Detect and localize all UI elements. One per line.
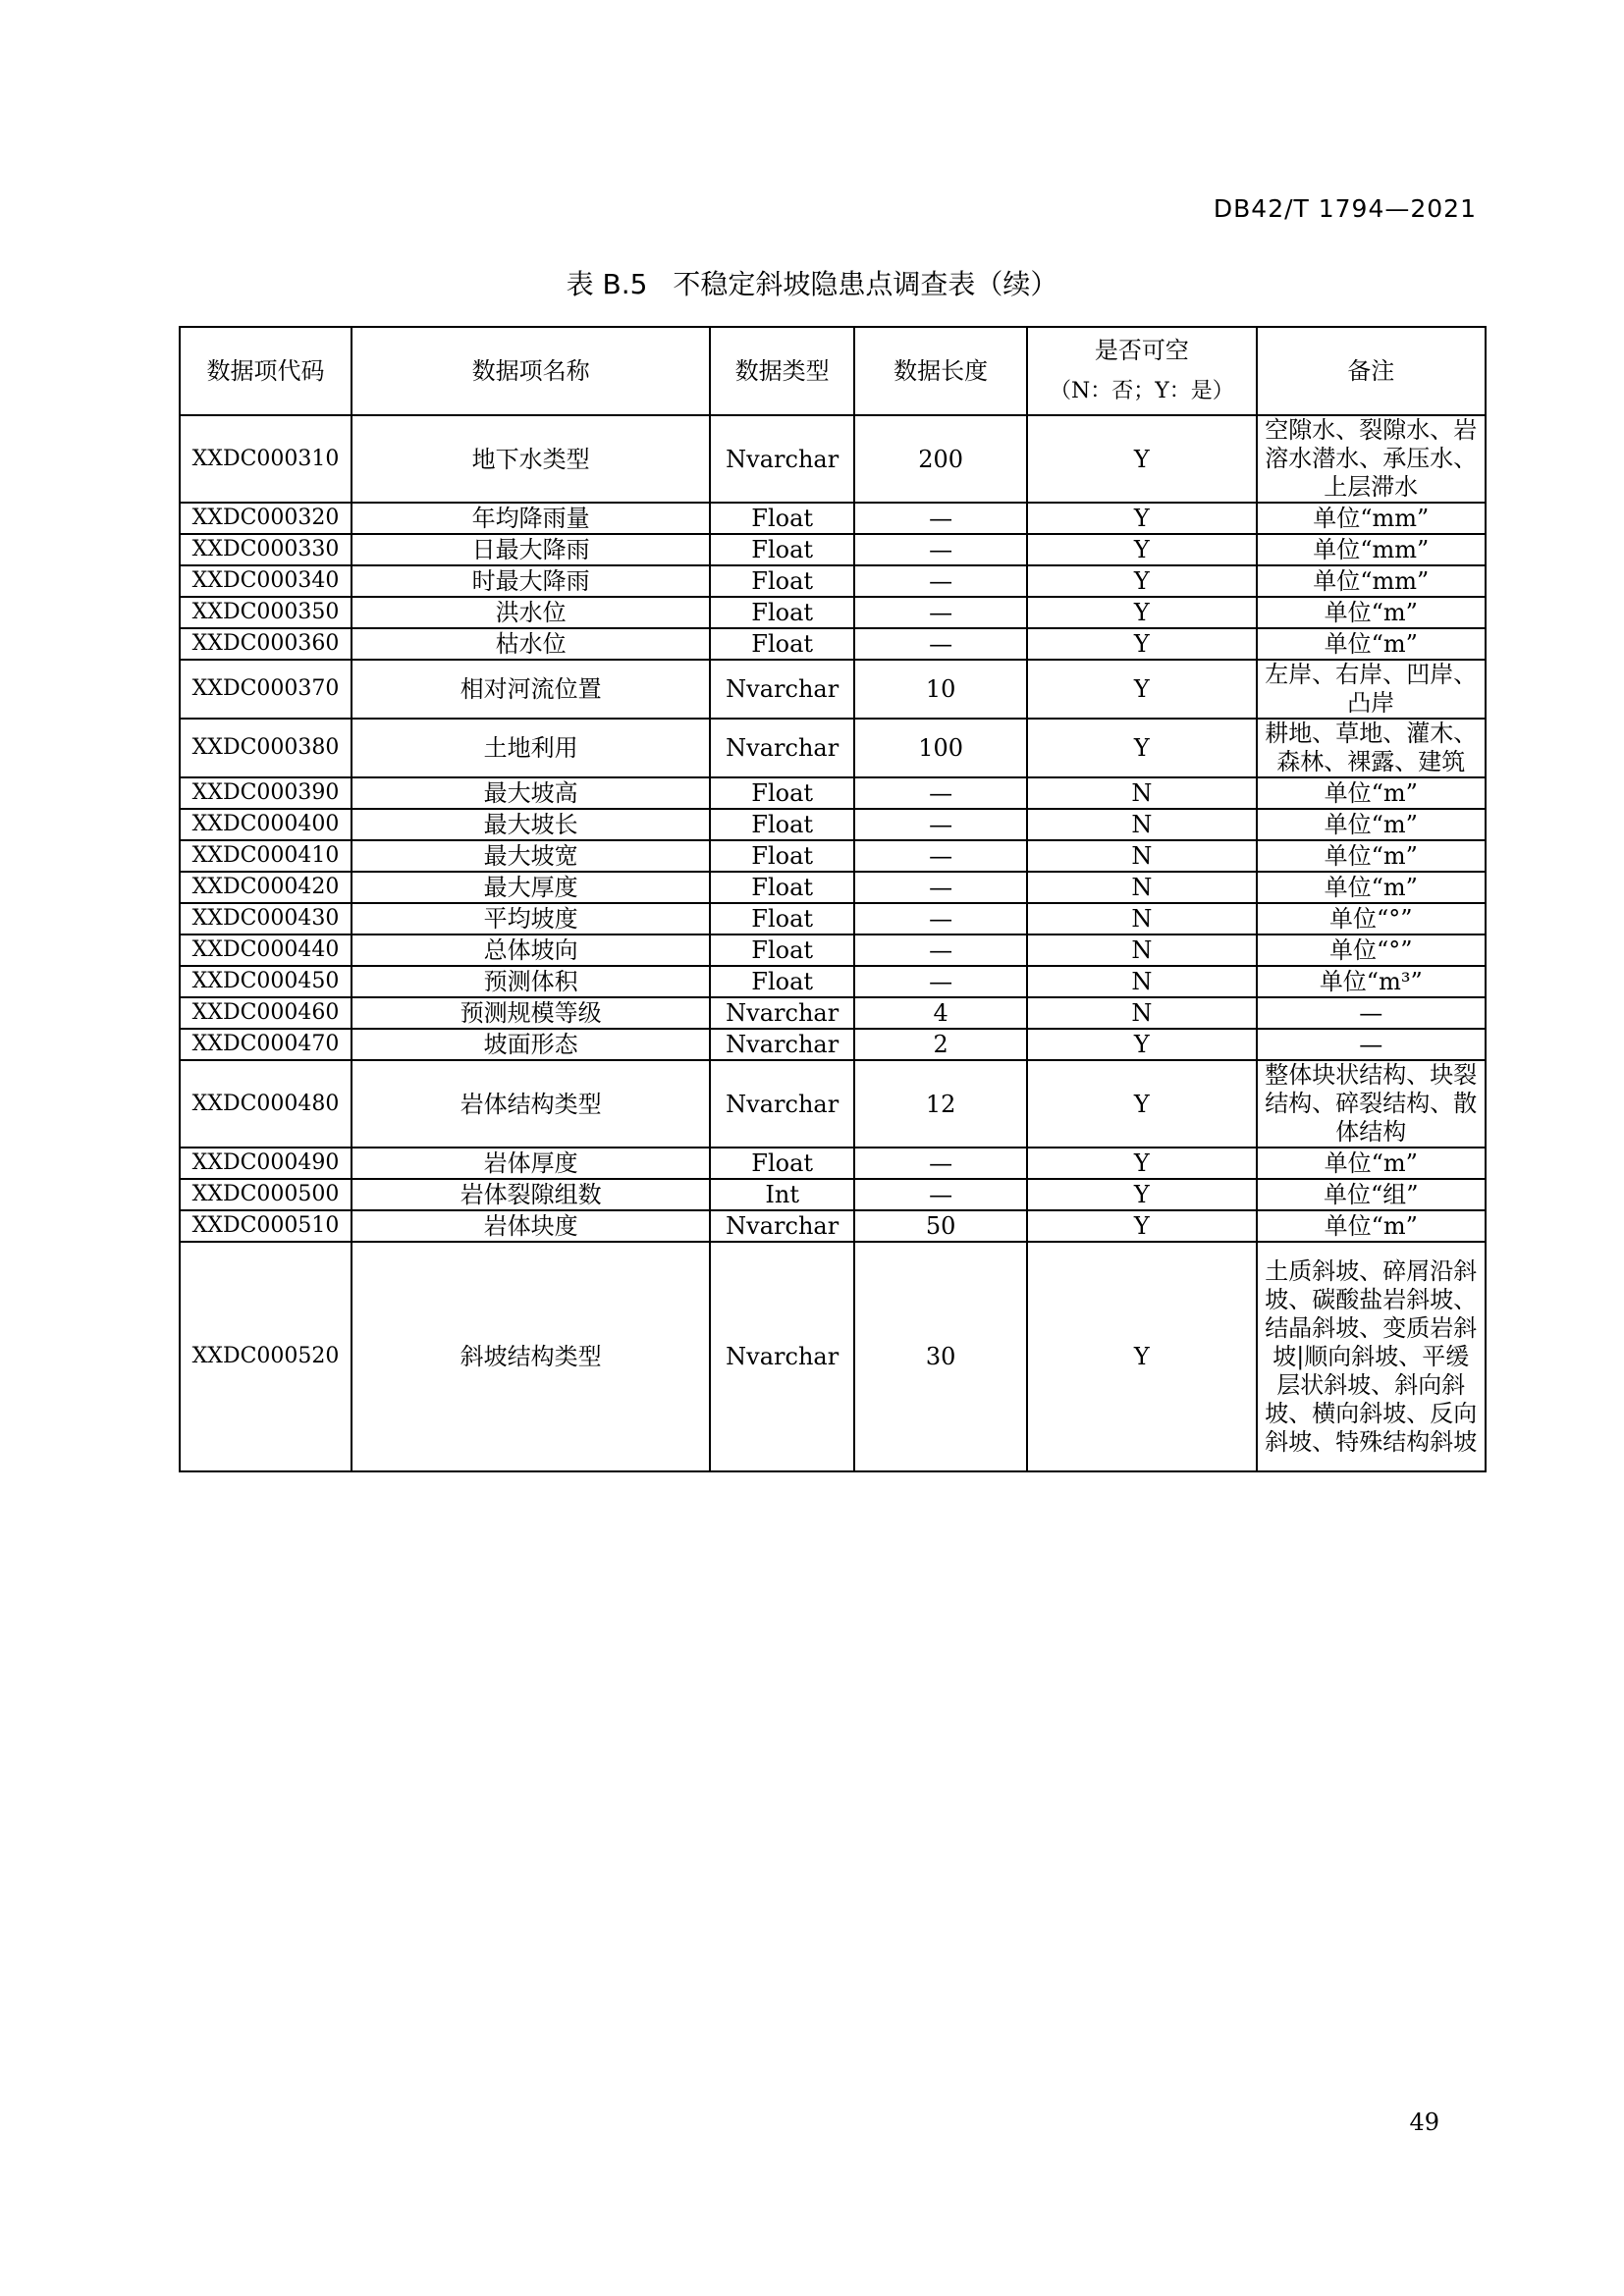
cell-code: XXDC000480 bbox=[180, 1060, 352, 1148]
table-row bbox=[180, 966, 1486, 997]
cell-remarks: 整体块状结构、块裂结构、碎裂结构、散体结构 bbox=[1257, 1060, 1486, 1148]
cell-type: Float bbox=[710, 809, 854, 840]
cell-code: XXDC000330 bbox=[180, 534, 352, 565]
cell-name: 斜坡结构类型 bbox=[352, 1242, 710, 1471]
cell-name: 土地利用 bbox=[352, 719, 710, 777]
cell-code: XXDC000460 bbox=[180, 997, 352, 1029]
cell-remarks: — bbox=[1257, 1029, 1486, 1060]
header-code: 数据项代码 bbox=[180, 327, 352, 415]
cell-nullable: Y bbox=[1027, 660, 1256, 719]
cell-length: — bbox=[854, 934, 1027, 966]
cell-type: Nvarchar bbox=[710, 719, 854, 777]
cell-code: XXDC000400 bbox=[180, 809, 352, 840]
cell-remarks: 单位“m” bbox=[1257, 809, 1486, 840]
cell-code: XXDC000430 bbox=[180, 903, 352, 934]
cell-type: Nvarchar bbox=[710, 1029, 854, 1060]
cell-code: XXDC000500 bbox=[180, 1179, 352, 1210]
cell-code: XXDC000520 bbox=[180, 1242, 352, 1471]
cell-code: XXDC000390 bbox=[180, 777, 352, 809]
cell-length: — bbox=[854, 503, 1027, 534]
cell-remarks: 单位“m” bbox=[1257, 840, 1486, 872]
cell-code: XXDC000490 bbox=[180, 1148, 352, 1179]
cell-nullable: Y bbox=[1027, 1210, 1256, 1242]
cell-length: — bbox=[854, 628, 1027, 660]
cell-remarks: 耕地、草地、灌木、森林、裸露、建筑 bbox=[1257, 719, 1486, 777]
cell-type: Nvarchar bbox=[710, 997, 854, 1029]
cell-remarks: 单位“m” bbox=[1257, 1210, 1486, 1242]
cell-type: Int bbox=[710, 1179, 854, 1210]
cell-type: Float bbox=[710, 934, 854, 966]
cell-code: XXDC000350 bbox=[180, 597, 352, 628]
cell-name: 年均降雨量 bbox=[352, 503, 710, 534]
cell-length: 12 bbox=[854, 1060, 1027, 1148]
cell-code: XXDC000320 bbox=[180, 503, 352, 534]
cell-type: Float bbox=[710, 840, 854, 872]
header-name: 数据项名称 bbox=[352, 327, 710, 415]
cell-name: 洪水位 bbox=[352, 597, 710, 628]
cell-nullable: Y bbox=[1027, 1029, 1256, 1060]
table-row bbox=[180, 597, 1486, 628]
cell-nullable: Y bbox=[1027, 1179, 1256, 1210]
table-row bbox=[180, 503, 1486, 534]
table-header-row bbox=[180, 327, 1486, 415]
document-code: DB42/T 1794—2021 bbox=[1213, 194, 1477, 223]
cell-length: 100 bbox=[854, 719, 1027, 777]
cell-length: — bbox=[854, 1179, 1027, 1210]
data-item-table bbox=[179, 326, 1487, 1472]
table-row bbox=[180, 415, 1486, 503]
cell-remarks: 单位“m³” bbox=[1257, 966, 1486, 997]
table-row bbox=[180, 1179, 1486, 1210]
table-row bbox=[180, 809, 1486, 840]
cell-code: XXDC000370 bbox=[180, 660, 352, 719]
cell-nullable: Y bbox=[1027, 565, 1256, 597]
cell-nullable: Y bbox=[1027, 628, 1256, 660]
cell-remarks: 空隙水、裂隙水、岩溶水潜水、承压水、上层滞水 bbox=[1257, 415, 1486, 503]
cell-type: Float bbox=[710, 628, 854, 660]
cell-nullable: Y bbox=[1027, 1242, 1256, 1471]
table-row bbox=[180, 840, 1486, 872]
cell-name: 预测规模等级 bbox=[352, 997, 710, 1029]
cell-type: Float bbox=[710, 597, 854, 628]
cell-length: 200 bbox=[854, 415, 1027, 503]
cell-nullable: Y bbox=[1027, 503, 1256, 534]
header-nullable-legend: （N：否；Y：是） bbox=[1049, 379, 1234, 403]
table-number: 表 B.5 bbox=[566, 268, 648, 300]
cell-code: XXDC000470 bbox=[180, 1029, 352, 1060]
table-row bbox=[180, 1242, 1486, 1471]
cell-nullable: N bbox=[1027, 840, 1256, 872]
cell-type: Nvarchar bbox=[710, 415, 854, 503]
cell-nullable: Y bbox=[1027, 597, 1256, 628]
cell-name: 日最大降雨 bbox=[352, 534, 710, 565]
cell-nullable: N bbox=[1027, 777, 1256, 809]
cell-type: Float bbox=[710, 503, 854, 534]
cell-remarks: 单位“mm” bbox=[1257, 534, 1486, 565]
cell-nullable: N bbox=[1027, 966, 1256, 997]
cell-length: — bbox=[854, 809, 1027, 840]
cell-name: 预测体积 bbox=[352, 966, 710, 997]
cell-code: XXDC000360 bbox=[180, 628, 352, 660]
cell-remarks: 单位“mm” bbox=[1257, 565, 1486, 597]
cell-nullable: N bbox=[1027, 872, 1256, 903]
cell-type: Float bbox=[710, 903, 854, 934]
table-row bbox=[180, 565, 1486, 597]
cell-remarks: 左岸、右岸、凹岸、凸岸 bbox=[1257, 660, 1486, 719]
cell-name: 岩体厚度 bbox=[352, 1148, 710, 1179]
table-row bbox=[180, 934, 1486, 966]
cell-type: Nvarchar bbox=[710, 660, 854, 719]
cell-remarks: 单位“°” bbox=[1257, 903, 1486, 934]
cell-code: XXDC000420 bbox=[180, 872, 352, 903]
cell-nullable: N bbox=[1027, 809, 1256, 840]
cell-length: — bbox=[854, 872, 1027, 903]
cell-code: XXDC000340 bbox=[180, 565, 352, 597]
cell-name: 平均坡度 bbox=[352, 903, 710, 934]
page-number: 49 bbox=[1409, 2109, 1439, 2136]
cell-remarks: 单位“m” bbox=[1257, 872, 1486, 903]
cell-name: 岩体结构类型 bbox=[352, 1060, 710, 1148]
cell-nullable: Y bbox=[1027, 1148, 1256, 1179]
table-row bbox=[180, 777, 1486, 809]
cell-name: 岩体块度 bbox=[352, 1210, 710, 1242]
cell-length: — bbox=[854, 903, 1027, 934]
cell-code: XXDC000380 bbox=[180, 719, 352, 777]
cell-code: XXDC000310 bbox=[180, 415, 352, 503]
header-length: 数据长度 bbox=[854, 327, 1027, 415]
cell-type: Float bbox=[710, 1148, 854, 1179]
cell-remarks: 单位“组” bbox=[1257, 1179, 1486, 1210]
cell-length: 4 bbox=[854, 997, 1027, 1029]
cell-remarks: 单位“°” bbox=[1257, 934, 1486, 966]
cell-length: 2 bbox=[854, 1029, 1027, 1060]
table-row bbox=[180, 1148, 1486, 1179]
cell-type: Float bbox=[710, 534, 854, 565]
cell-type: Float bbox=[710, 565, 854, 597]
cell-type: Nvarchar bbox=[710, 1242, 854, 1471]
cell-name: 地下水类型 bbox=[352, 415, 710, 503]
cell-remarks: 单位“m” bbox=[1257, 597, 1486, 628]
cell-nullable: N bbox=[1027, 903, 1256, 934]
cell-nullable: Y bbox=[1027, 719, 1256, 777]
cell-length: — bbox=[854, 777, 1027, 809]
cell-nullable: Y bbox=[1027, 415, 1256, 503]
cell-name: 最大坡宽 bbox=[352, 840, 710, 872]
table-row bbox=[180, 1210, 1486, 1242]
cell-name: 时最大降雨 bbox=[352, 565, 710, 597]
table-row bbox=[180, 872, 1486, 903]
cell-length: — bbox=[854, 840, 1027, 872]
cell-type: Float bbox=[710, 966, 854, 997]
table-row bbox=[180, 1060, 1486, 1148]
cell-remarks: 单位“m” bbox=[1257, 628, 1486, 660]
table-row bbox=[180, 628, 1486, 660]
cell-name: 最大坡长 bbox=[352, 809, 710, 840]
cell-code: XXDC000510 bbox=[180, 1210, 352, 1242]
header-nullable bbox=[1027, 327, 1256, 415]
table-title bbox=[0, 263, 1624, 302]
cell-length: — bbox=[854, 966, 1027, 997]
header-remarks: 备注 bbox=[1257, 327, 1486, 415]
cell-name: 岩体裂隙组数 bbox=[352, 1179, 710, 1210]
header-type: 数据类型 bbox=[710, 327, 854, 415]
table-row bbox=[180, 903, 1486, 934]
cell-length: 50 bbox=[854, 1210, 1027, 1242]
cell-code: XXDC000410 bbox=[180, 840, 352, 872]
cell-name: 枯水位 bbox=[352, 628, 710, 660]
table-body bbox=[180, 415, 1486, 1471]
cell-type: Float bbox=[710, 777, 854, 809]
table-row bbox=[180, 534, 1486, 565]
cell-nullable: Y bbox=[1027, 534, 1256, 565]
cell-length: — bbox=[854, 534, 1027, 565]
cell-remarks: — bbox=[1257, 997, 1486, 1029]
cell-name: 最大厚度 bbox=[352, 872, 710, 903]
cell-remarks: 单位“m” bbox=[1257, 1148, 1486, 1179]
cell-code: XXDC000440 bbox=[180, 934, 352, 966]
cell-type: Nvarchar bbox=[710, 1060, 854, 1148]
cell-nullable: Y bbox=[1027, 1060, 1256, 1148]
cell-name: 相对河流位置 bbox=[352, 660, 710, 719]
table-caption: 不稳定斜坡隐患点调查表（续） bbox=[673, 268, 1058, 300]
cell-length: — bbox=[854, 1148, 1027, 1179]
cell-nullable: N bbox=[1027, 997, 1256, 1029]
cell-nullable: N bbox=[1027, 934, 1256, 966]
cell-length: — bbox=[854, 597, 1027, 628]
header-nullable-title: 是否可空 bbox=[1094, 337, 1189, 364]
cell-length: 30 bbox=[854, 1242, 1027, 1471]
cell-type: Nvarchar bbox=[710, 1210, 854, 1242]
cell-name: 总体坡向 bbox=[352, 934, 710, 966]
cell-remarks: 土质斜坡、碎屑沿斜坡、碳酸盐岩斜坡、结晶斜坡、变质岩斜坡|顺向斜坡、平缓层状斜坡、斜向斜坡、横向斜坡、反向斜坡、特殊结构斜坡 bbox=[1257, 1242, 1486, 1471]
cell-length: 10 bbox=[854, 660, 1027, 719]
cell-type: Float bbox=[710, 872, 854, 903]
table-row bbox=[180, 719, 1486, 777]
cell-name: 坡面形态 bbox=[352, 1029, 710, 1060]
cell-remarks: 单位“mm” bbox=[1257, 503, 1486, 534]
table-row bbox=[180, 1029, 1486, 1060]
table-row bbox=[180, 660, 1486, 719]
cell-length: — bbox=[854, 565, 1027, 597]
cell-remarks: 单位“m” bbox=[1257, 777, 1486, 809]
table-row bbox=[180, 997, 1486, 1029]
cell-name: 最大坡高 bbox=[352, 777, 710, 809]
cell-code: XXDC000450 bbox=[180, 966, 352, 997]
